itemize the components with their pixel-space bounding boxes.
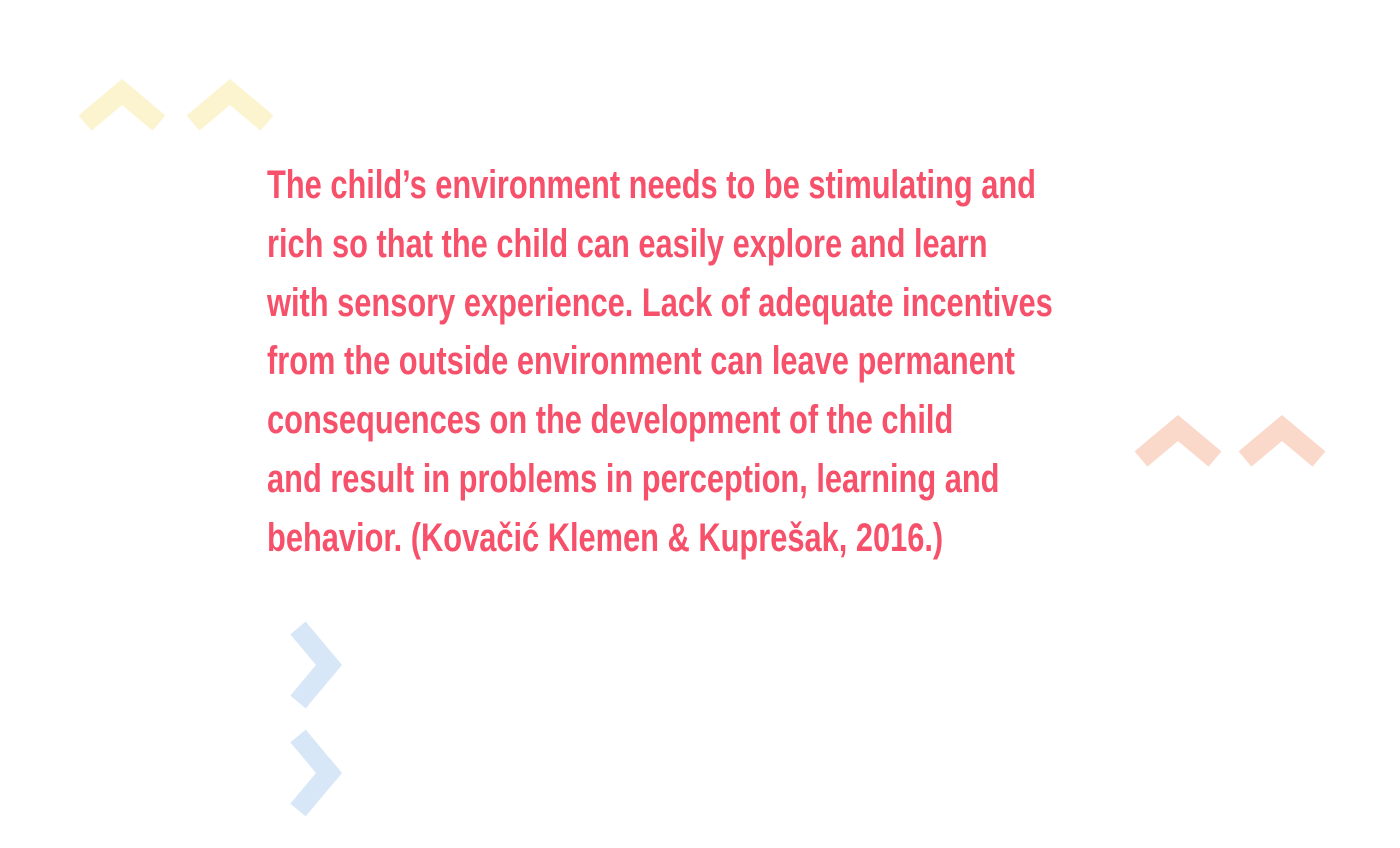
quote-line: from the outside environment can leave permanent: [267, 339, 1015, 384]
quote-line: The child’s environment needs to be stimulating and: [267, 163, 1036, 207]
chevron-up-stroke: [1141, 428, 1215, 459]
chevron-up-icon: [1237, 413, 1327, 470]
chevron-up-icon: [185, 77, 275, 134]
quote-text: [267, 156, 1145, 568]
quote-line: consequences on the development of the child: [267, 398, 954, 443]
chevron-right-icon: [287, 620, 344, 710]
quote-line: behavior. (Kovačić Klemen & Kuprešak, 2016.): [267, 515, 944, 560]
chevron-up-stroke: [193, 92, 267, 123]
chevron-up-icon: [77, 77, 167, 134]
chevron-up-stroke: [85, 92, 159, 123]
quote-line: and result in problems in perception, learning and: [267, 456, 1000, 501]
quote-line: with sensory experience. Lack of adequate incentives: [267, 280, 1053, 325]
chevron-up-icon: [1133, 413, 1223, 470]
chevron-right-stroke: [298, 736, 329, 810]
chevron-right-icon: [287, 728, 344, 818]
chevron-up-stroke: [1245, 428, 1319, 459]
chevron-right-stroke: [298, 628, 329, 702]
quote-line: rich so that the child can easily explore and learn: [267, 221, 988, 266]
